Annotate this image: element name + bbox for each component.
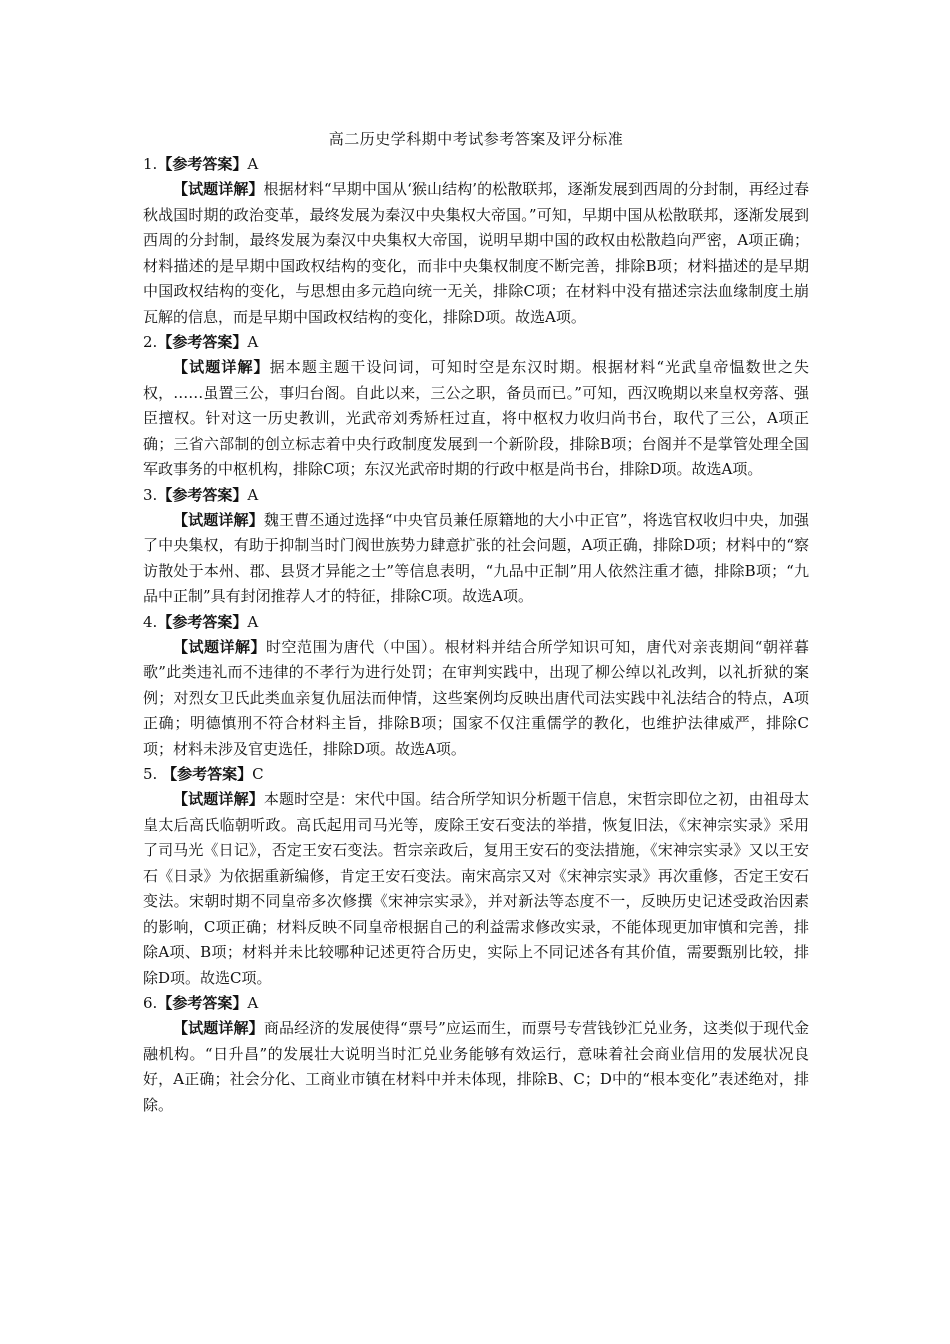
detail-label: 【试题详解】: [173, 180, 264, 198]
answer-label: 【参考答案】: [157, 333, 248, 351]
answer-label: 【参考答案】: [162, 765, 253, 783]
explanation-text: 根据材料“早期中国从‘猴山结构’的松散联邦，逐渐发展到西周的分封制，再经过春秋战国时期的政治变革，最终发展为秦汉中央集权大帝国。”可知，早期中国从松散联邦，逐渐发展到西周的分封制，最终发展为秦汉中央集权大帝国，说明早期中国的政权由松散趋向严密，A项正确；材料描述的是早期中国政权结构的变化，而非中央集权制度不断完善，排除B项；材料描述的是早期中国政权结构的变化，与思想由多元趋向统一无关，排除C项；在材料中没有描述宗法血缘制度土崩瓦解的信息，而是早期中国政权结构的变化，排除D项。故选A项。: [143, 180, 809, 326]
question-number: 2.: [143, 333, 158, 351]
question-number: 1.: [143, 155, 158, 173]
question-6: [143, 991, 809, 1118]
answer-line: [143, 991, 809, 1016]
answer-value: A: [247, 333, 259, 351]
question-1: [143, 152, 809, 330]
explanation-text: 据本题主题干设问词，可知时空是东汉时期。根据材料“光武皇帝愠数世之失权，……虽置三公，事归台阁。自此以来，三公之职，备员而已。”可知，西汉晚期以来皇权旁落、强臣擅权。针对这一历史教训，光武帝刘秀矫枉过直，将中枢权力收归尚书台，取代了三公，A项正确；三省六部制的创立标志着中央行政制度发展到一个新阶段，排除B项；台阁并不是掌管处理全国军政事务的中枢机构，排除C项；东汉光武帝时期的行政中枢是尚书台，排除D项。故选A项。: [143, 358, 809, 478]
explanation-text: 商品经济的发展使得“票号”应运而生，而票号专营钱钞汇兑业务，这类似于现代金融机构。“日升昌”的发展壮大说明当时汇兑业务能够有效运行，意味着社会商业信用的发展状况良好，A正确；社会分化、工商业市镇在材料中并未体现，排除B、C；D中的“根本变化”表述绝对，排除。: [143, 1019, 809, 1114]
answer-line: [143, 152, 809, 177]
answer-line: [143, 483, 809, 508]
detail-label: 【试题详解】: [173, 637, 267, 656]
question-5: [143, 762, 809, 991]
answer-label: 【参考答案】: [157, 485, 248, 504]
document-page: [143, 126, 809, 1118]
answer-value: A: [247, 485, 259, 504]
answer-label: 【参考答案】: [157, 994, 248, 1012]
question-number: 3.: [143, 485, 158, 504]
explanation-paragraph: [143, 635, 809, 763]
explanation-text: 时空范围为唐代（中国）。根材料并结合所学知识可知，唐代对亲丧期间“朝祥暮歌”此类违礼而不违律的不孝行为进行处罚；在审判实践中，出现了柳公绰以礼改判，以礼折狱的案例；对烈女卫氏此类血亲复仇屈法而伸情，这些案例均反映出唐代司法实践中礼法结合的特点，A项正确；明德慎刑不符合材料主旨，排除B项；国家不仅注重儒学的教化，也维护法律威严，排除C项；材料未涉及官吏选任，排除D项。故选A项。: [143, 637, 809, 758]
question-2: [143, 330, 809, 483]
question-number: 4.: [143, 612, 158, 631]
answer-value: A: [247, 612, 259, 631]
question-number: 6.: [143, 994, 158, 1012]
question-3: [143, 483, 809, 610]
answer-line: [143, 762, 809, 787]
answer-label: 【参考答案】: [157, 612, 248, 631]
explanation-paragraph: [143, 508, 809, 610]
document-title: 高二历史学科期中考试参考答案及评分标准: [328, 130, 624, 148]
explanation-paragraph: [143, 1016, 809, 1118]
question-4: [143, 610, 809, 763]
explanation-paragraph: [143, 177, 809, 330]
answer-line: [143, 610, 809, 635]
question-list: [143, 152, 809, 1118]
explanation-paragraph: [143, 787, 809, 991]
question-number: 5.: [143, 765, 163, 783]
answer-label: 【参考答案】: [157, 155, 248, 173]
explanation-paragraph: [143, 355, 809, 483]
detail-label: 【试题详解】: [173, 1019, 264, 1037]
detail-label: 【试题详解】: [173, 790, 264, 808]
answer-value: A: [247, 155, 259, 173]
answer-value: C: [252, 765, 264, 783]
answer-value: A: [247, 994, 259, 1012]
detail-label: 【试题详解】: [173, 510, 264, 529]
explanation-text: 魏王曹丕通过选择“中央官员兼任原籍地的大小中正官”，将选官权收归中央，加强了中央集权，有助于抑制当时门阀世族势力肆意扩张的社会问题，A项正确，排除D项；材料中的“察访散处于本州、郡、县贤才异能之士”等信息表明，“九品中正制”用人依然注重才德，排除B项；“九品中正制”具有封闭推荐人才的特征，排除C项。故选A项。: [143, 510, 809, 605]
explanation-text: 本题时空是：宋代中国。结合所学知识分析题干信息，宋哲宗即位之初，由祖母太皇太后高氏临朝听政。高氏起用司马光等，废除王安石变法的举措，恢复旧法，《宋神宗实录》采用了司马光《日记》，否定王安石变法。哲宗亲政后，复用王安石的变法措施，《宋神宗实录》又以王安石《日录》为依据重新编修，肯定王安石变法。南宋高宗又对《宋神宗实录》再次重修，否定王安石变法。宋朝时期不同皇帝多次修撰《宋神宗实录》，并对新法等态度不一，反映历史记述受政治因素的影响，C项正确；材料反映不同皇帝根据自己的利益需求修改实录，不能体现更加审慎和完善，排除A项、B项；材料并未比较哪种记述更符合历史，实际上不同记述各有其价值，需要甄别比较，排除D项。故选C项。: [143, 790, 809, 987]
detail-label: 【试题详解】: [173, 358, 270, 376]
answer-line: [143, 330, 809, 355]
